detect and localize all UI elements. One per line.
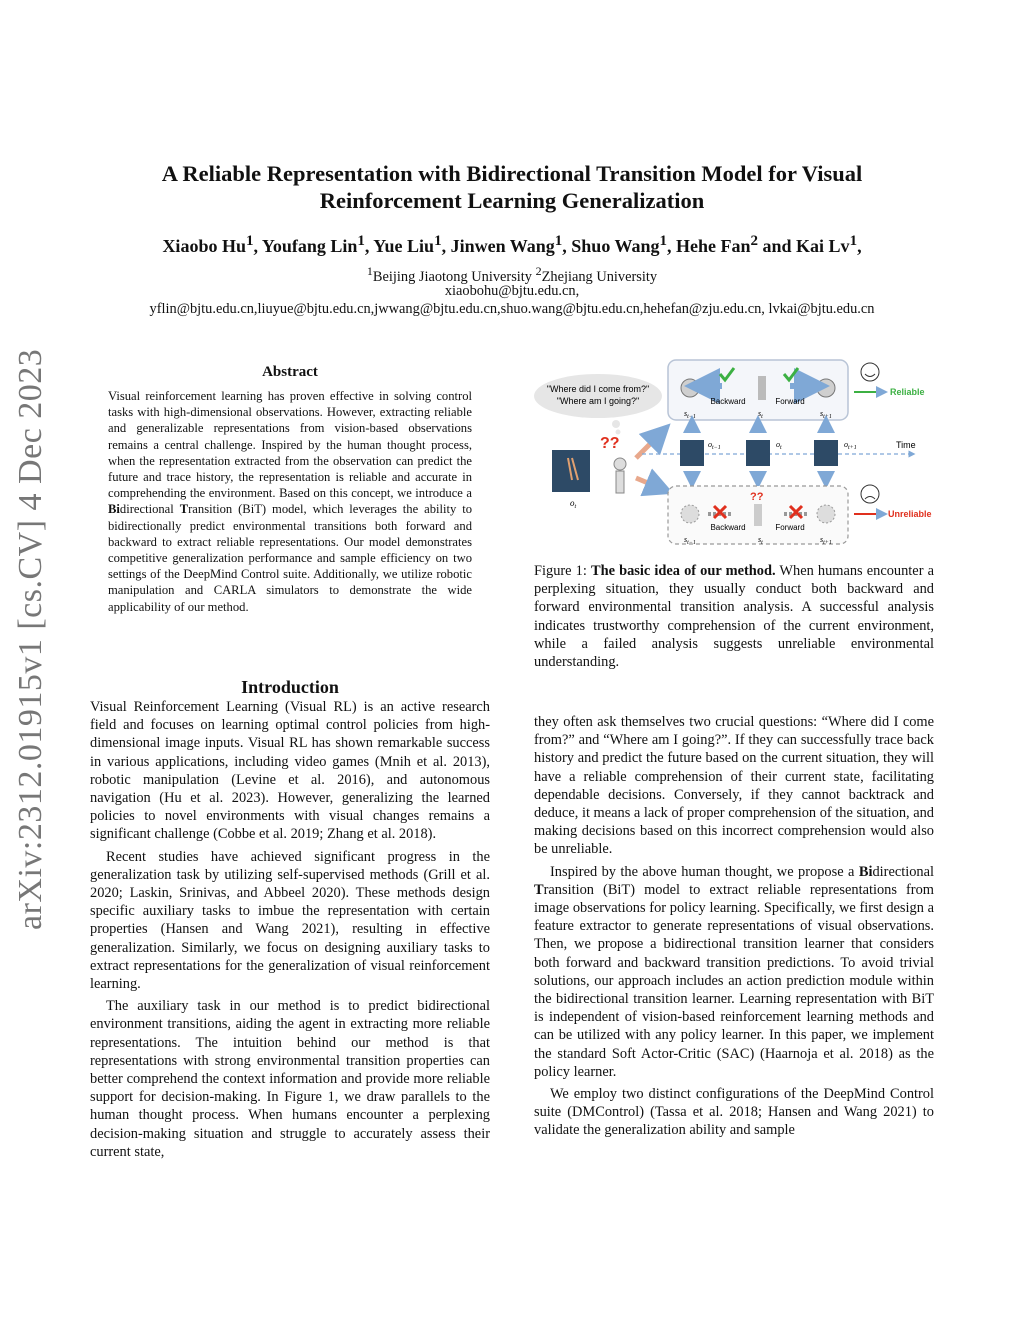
figure-1 bbox=[532, 354, 936, 552]
right-paragraph-2 bbox=[534, 863, 934, 1081]
author: Kai Lv bbox=[796, 236, 850, 256]
abstract-text: Visual reinforcement learning has proven effective in solving control tasks with high-dimensional observations. However, extracting reliable and generalizable representations from vision-based observations remains a central challenge. Inspired by the human thought process, when the representation extracted from the observation can predict the future and trace history, the representation is reliable and accurate in comprehending the environment. Based on this concept, we introduce a bbox=[108, 389, 472, 501]
confused-person-icon bbox=[614, 458, 626, 470]
abstract-heading: Abstract bbox=[262, 364, 318, 380]
abstract-bold: T bbox=[179, 502, 189, 517]
author: Youfang Lin bbox=[261, 236, 358, 256]
sad-face-icon bbox=[861, 485, 879, 503]
caption-bold: The basic idea of our method. bbox=[590, 563, 776, 579]
abstract-bold: Bi bbox=[108, 502, 120, 517]
section-heading-introduction: Introduction bbox=[241, 677, 339, 697]
obs-label: $o_t$ bbox=[776, 440, 782, 451]
state-label: $s_{t+1}$ bbox=[820, 409, 832, 420]
author: Shuo Wang bbox=[571, 236, 660, 256]
abstract-text: directional bbox=[119, 502, 180, 517]
state-label: $s_{t-1}$ bbox=[684, 535, 696, 546]
reliable-label: Reliable bbox=[890, 387, 925, 397]
email-line-2[interactable]: yflin@bjtu.edu.cn,liuyue@bjtu.edu.cn,jwwang@bjtu.edu.cn,shuo.wang@bjtu.edu.cn,hehefan@zju.edu.cn, lvkai@bjtu.edu.cn bbox=[149, 301, 875, 317]
author-sup: 1 bbox=[434, 233, 442, 249]
author: Yue Liu bbox=[373, 236, 435, 256]
intro-paragraph-2: Recent studies have achieved significant progress in the generalization task by utilizing self-supervised methods (Grill et al. 2020; Laskin, Srinivas, and Abbeel 2020). These methods design specific auxiliary tasks to imbue the representation with certain properties (Hansen and Wang 2021), resulting in effective generalization. Similarly, we focus on designing auxiliary tasks to extract representations for the generalization of visual reinforcement learning. bbox=[90, 848, 490, 993]
backward-label: Backward bbox=[710, 397, 746, 406]
right-column bbox=[534, 713, 934, 1140]
state-label: $s_{t-1}$ bbox=[684, 409, 696, 420]
left-column bbox=[90, 698, 490, 1161]
author-sup: 1 bbox=[849, 233, 858, 249]
bubble-text-1: "Where did I come from?" bbox=[546, 384, 650, 394]
author-sup: 1 bbox=[554, 233, 563, 249]
author: Jinwen Wang bbox=[450, 236, 555, 256]
author-sup: 2 bbox=[750, 233, 759, 249]
observation-label: $o_t$ bbox=[570, 498, 577, 510]
backward-label-2: Backward bbox=[710, 523, 746, 532]
email-line-1[interactable]: xiaobohu@bjtu.edu.cn, bbox=[444, 283, 580, 299]
aff-sup: 1 bbox=[366, 264, 373, 278]
author: Xiaobo Hu bbox=[162, 236, 246, 256]
para-bold: Bi bbox=[858, 863, 873, 880]
bubble-text-2: "Where am I going?" bbox=[556, 396, 640, 406]
obs-label: $o_{t-1}$ bbox=[708, 440, 721, 451]
abstract-text: ransition (BiT) model, which leverages the ability to bidirectionally predict environmental transitions both forward and backward to extract reliable representations. Our model demonstrates competitive generalization performance and sample efficiency on two settings of the DeepMind Control suite. Additionally, we utilize robotic manipulation and CARLA simulators to demonstrate the wide applicability of our method. bbox=[108, 502, 473, 614]
person-figure bbox=[758, 376, 766, 400]
figure-1-caption bbox=[534, 562, 934, 671]
unreliable-label: Unreliable bbox=[888, 509, 932, 519]
author-sup: 1 bbox=[659, 233, 668, 249]
forward-label: Forward bbox=[775, 397, 805, 406]
right-paragraph-3: We employ two distinct configurations of the DeepMind Control suite (DMControl) (Tassa et al. 2018; Hansen and Wang 2021) to validate the generalization ability and sample bbox=[534, 1086, 934, 1139]
caption-text: When humans encounter a perplexing situation, they usually conduct both backward and forward environmental transition analysis. A successful analysis indicates trustworthy comprehension of the current environment, while a failed analysis suggests unreliable environmental understanding. bbox=[534, 563, 934, 671]
right-paragraph-1: they often ask themselves two crucial questions: “Where did I come from?” and “Where am I going?”. If they can successfully trace back history and predict the future based on the current situation, they will have a reliable comprehension of their current state, facilitating dependable decisions. Conversely, if they cannot backtrack and deduce, it means a lack of proper comprehension of the situation, and making decisions based on this incorrect comprehension would also be unreliable. bbox=[534, 714, 935, 858]
aff-sup: 2 bbox=[535, 264, 542, 278]
abstract-body bbox=[108, 388, 472, 615]
arxiv-stamp[interactable]: arXiv:2312.01915v1 [cs.CV] 4 Dec 2023 bbox=[12, 348, 49, 930]
small-question-marks: ?? bbox=[750, 491, 764, 503]
para-text: ransition (BiT) model to extract reliable representations from image observations for policy learning. Specifically, we first design a feature extractor to generate representations of visual observations. Then, we propose a bidirectional transition learner that considers both forward and backward transition predictions. To avoid trivial solutions, our approach includes an action prediction module within the bidirectional transition learner. Learning representation with BiT is independent of vision-based reinforcement learning methods and can be utilized with any policy learner. In this paper, we implement the standard Soft Actor-Critic (SAC) (Haarnoja et al. 2018) as the policy learner. bbox=[534, 881, 934, 1080]
intro-paragraph-1: Visual Reinforcement Learning (Visual RL) is an active research field and focuses on learning optimal control policies from high-dimensional image inputs. Visual RL has shown remarkable success in various applications, including video games (Mnih et al. 2013), robotic manipulation (Levine et al. 2016), and autonomous navigation (Hu et al. 2023). However, generalizing the learned policies to novel environments with visual changes remains a significant challenge (Cobbe et al. 2019; Zhang et al. 2018). bbox=[90, 699, 490, 843]
state-label: $s_t$ bbox=[758, 535, 763, 546]
author-sup: 1 bbox=[245, 233, 254, 249]
state-label: $s_{t+1}$ bbox=[820, 535, 832, 546]
affiliation-1: Beijing Jiaotong University bbox=[372, 268, 536, 285]
affiliation-2: Zhejiang University bbox=[541, 268, 658, 285]
obs-label: $o_{t+1}$ bbox=[844, 440, 857, 451]
author: Hehe Fan bbox=[676, 236, 751, 256]
time-label: Time bbox=[896, 440, 916, 450]
author-sup: 1 bbox=[357, 233, 365, 249]
para-text: Inspired by the above human thought, we propose a bbox=[550, 863, 859, 880]
caption-label: Figure 1: bbox=[534, 563, 591, 579]
state-label: $s_t$ bbox=[758, 409, 763, 420]
para-bold: T bbox=[534, 881, 544, 898]
author-list: Xiaobo Hu$^1$, Youfang Lin$^1$, Yue Liu$^1$, Jinwen Wang$^1$, Shuo Wang$^1$, Hehe Fan$^2$ and Kai Lv$^1$, bbox=[162, 233, 862, 256]
forward-label-2: Forward bbox=[775, 523, 805, 532]
title-line-2: Reinforcement Learning Generalization bbox=[319, 188, 705, 213]
title-line-1: A Reliable Representation with Bidirectional Transition Model for Visual bbox=[161, 161, 863, 186]
para-text: directional bbox=[872, 863, 934, 880]
happy-face-icon bbox=[861, 363, 879, 381]
paper-title bbox=[90, 160, 934, 214]
intro-paragraph-3: The auxiliary task in our method is to predict bidirectional environment transitions, aiding the agent in extracting more reliable representations. The intuition behind our method is that representations with strong environmental transition properties can better comprehend the context information and provide more reliable support for decision-making. In Figure 1, we draw parallels to the human thought process. When humans encounter a perplexing decision-making situation and struggle to accurately assess their current state, bbox=[90, 998, 490, 1160]
question-marks: ?? bbox=[600, 435, 620, 452]
